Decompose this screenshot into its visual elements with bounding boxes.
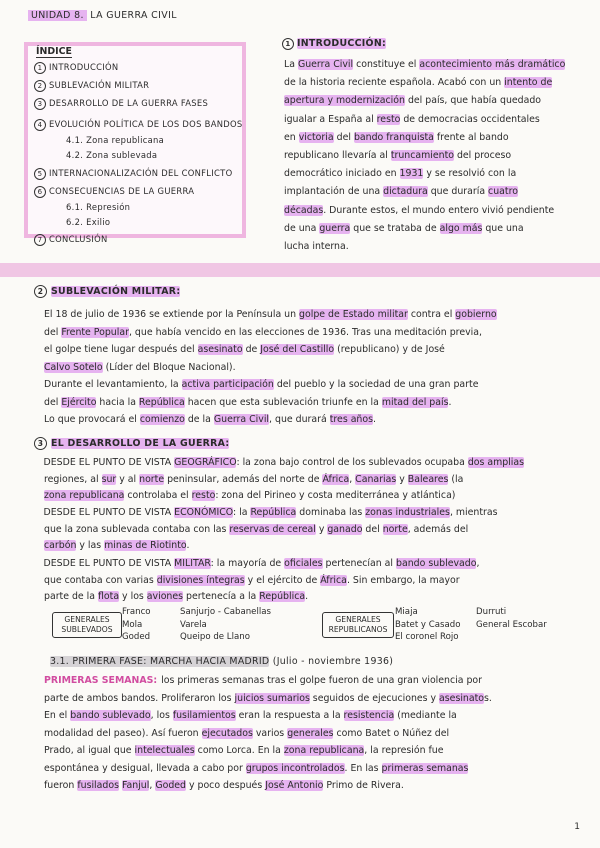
general-name: Miaja bbox=[395, 607, 418, 617]
index-item-label: EVOLUCIÓN POLÍTICA DE LOS DOS BANDOS bbox=[49, 119, 243, 129]
text-line: que la zona sublevada contaba con las reservas de cereal y ganado del norte, además del bbox=[44, 523, 469, 535]
text-line: parte de la flota y los aviones pertenecía a la República. bbox=[44, 591, 309, 602]
text-line: La Guerra Civil constituye el acontecimiento más dramático bbox=[284, 59, 566, 70]
text-line: de una guerra que se trataba de algo más que una bbox=[284, 222, 524, 234]
index-item bbox=[34, 234, 108, 246]
text-line: décadas. Durante estos, el mundo entero vivió pendiente bbox=[284, 204, 555, 216]
text-line: fueron fusilados Fanjul, Goded y poco después José Antonio Primo de Rivera. bbox=[44, 780, 404, 791]
text-line: de la historia reciente española. Acabó con un intento de bbox=[284, 77, 553, 89]
text-line: del Ejército hacia la República hacen que esta sublevación triunfe en la mitad del país. bbox=[44, 396, 452, 408]
index-item-number: 3 bbox=[34, 98, 46, 110]
page-number: 1 bbox=[574, 822, 580, 832]
generals-republicanos-label: GENERALES REPUBLICANOS bbox=[322, 612, 394, 638]
index-item bbox=[34, 62, 118, 74]
bullet-geographic bbox=[44, 455, 589, 505]
text-line: carbón y las minas de Riotinto. bbox=[44, 540, 190, 551]
index-item-label: 6.2. Exilio bbox=[66, 217, 111, 227]
primeras-semanas-label: PRIMERAS SEMANAS: bbox=[44, 675, 158, 686]
text-line: zona republicana controlaba el resto: zona del Pirineo y costa mediterránea y atlántica) bbox=[44, 490, 456, 501]
section2-title-text: SUBLEVACIÓN MILITAR: bbox=[51, 286, 181, 297]
index-item-number: 2 bbox=[34, 80, 46, 92]
subsection-3-1-title: 3.1. PRIMERA FASE: MARCHA HACIA MADRID bbox=[50, 656, 270, 667]
intro-body bbox=[284, 56, 584, 256]
index-item-number: 6 bbox=[34, 186, 46, 198]
index-item-number: 5 bbox=[34, 168, 46, 180]
index-item-number: 7 bbox=[34, 234, 46, 246]
text-line: regiones, al sur y al norte peninsular, además del norte de África, Canarias y Baleares (la bbox=[44, 473, 464, 485]
bullet-military bbox=[44, 556, 589, 606]
index-item bbox=[66, 202, 130, 212]
text-line: que contaba con varias divisiones íntegras y el ejército de África. Sin embargo, la mayor bbox=[44, 574, 460, 586]
text-line: del Frente Popular, que había vencido en las elecciones de 1936. Tras una meditación previa, bbox=[44, 326, 482, 338]
unit-title: LA GUERRA CIVIL bbox=[90, 10, 177, 21]
general-name: Batet y Casado bbox=[395, 619, 461, 630]
text-line: apertura y modernización del país, que había quedado bbox=[284, 95, 542, 107]
text-line: en victoria del bando franquista frente al bando bbox=[284, 131, 509, 143]
index-item-label: SUBLEVACIÓN MILITAR bbox=[49, 80, 150, 90]
section-number: 2 bbox=[34, 285, 47, 298]
unit-header bbox=[28, 10, 177, 21]
index-item-label: 4.2. Zona sublevada bbox=[66, 150, 158, 160]
general-name: Mola bbox=[122, 619, 143, 630]
text-line: Calvo Sotelo (Líder del Bloque Nacional). bbox=[44, 361, 236, 373]
index-item bbox=[66, 135, 164, 145]
subsection-3-1-dates: (Julio - noviembre 1936) bbox=[272, 656, 394, 667]
index-item bbox=[34, 80, 149, 92]
text-line: modalidad del paseo). Así fueron ejecutados varios generales como Batet o Núñez del bbox=[44, 727, 450, 739]
index-item-label: 4.1. Zona republicana bbox=[66, 135, 165, 145]
section-number: 3 bbox=[34, 437, 47, 450]
general-name: Goded bbox=[122, 632, 151, 642]
intro-title bbox=[282, 38, 386, 50]
index-item-label: CONSECUENCIAS DE LA GUERRA bbox=[49, 186, 195, 196]
section3-title-text: EL DESARROLLO DE LA GUERRA: bbox=[51, 438, 230, 449]
general-name: Franco bbox=[122, 607, 151, 617]
text-line: igualar a España al resto de democracias occidentales bbox=[284, 113, 540, 125]
text-line: En el bando sublevado, los fusilamientos eran la respuesta a la resistencia (mediante la bbox=[44, 710, 457, 721]
general-name: El coronel Rojo bbox=[395, 632, 459, 642]
text-line: • DESDE EL PUNTO DE VISTA GEOGRÁFICO: la zona bajo control de los sublevados ocupaba dos amplias bbox=[44, 455, 589, 472]
intro-title-text: INTRODUCCIÓN: bbox=[297, 38, 387, 49]
text-line: el golpe tiene lugar después del asesinato de José del Castillo (republicano) y de José bbox=[44, 344, 445, 355]
index-item bbox=[66, 217, 110, 227]
general-name: Queipo de Llano bbox=[180, 632, 250, 642]
subsection-3-1 bbox=[50, 656, 393, 667]
index-item bbox=[66, 150, 157, 160]
index-item-number: 4 bbox=[34, 119, 46, 131]
text-line: espontánea y desigual, llevada a cabo por grupos incontrolados. En las primeras semanas bbox=[44, 762, 469, 774]
general-name: Sanjurjo - Cabanellas bbox=[180, 607, 271, 617]
bullet-economic bbox=[44, 505, 589, 555]
section2-title bbox=[34, 285, 180, 298]
text-line bbox=[44, 672, 584, 690]
index-box bbox=[24, 42, 246, 244]
general-name: General Escobar bbox=[476, 619, 547, 630]
primeras-semanas-body bbox=[44, 672, 584, 795]
generals-sublevados-col2 bbox=[180, 606, 271, 644]
index-item bbox=[34, 186, 194, 198]
index-item-label: CONCLUSIÓN bbox=[49, 234, 108, 244]
generals-sublevados-col1 bbox=[122, 606, 151, 644]
section-number: 1 bbox=[282, 38, 294, 50]
generals-republicanos-col1 bbox=[395, 606, 460, 644]
index-item bbox=[34, 119, 243, 131]
general-name: Durruti bbox=[476, 607, 507, 617]
text-line: lucha interna. bbox=[284, 241, 349, 253]
text-line: Lo que provocará el comienzo de la Guerra Civil, que durará tres años. bbox=[44, 414, 376, 425]
index-item-label: DESARROLLO DE LA GUERRA FASES bbox=[49, 98, 209, 108]
text-line: Durante el levantamiento, la activa participación del pueblo y la sociedad de una gran parte bbox=[44, 379, 479, 390]
generals-sublevados-label: GENERALES SUBLEVADOS bbox=[52, 612, 122, 638]
index-item-label: 6.1. Represión bbox=[66, 202, 131, 212]
text-line: Prado, al igual que intelectuales como Lorca. En la zona republicana, la represión fue bbox=[44, 745, 444, 756]
text-line: El 18 de julio de 1936 se extiende por la Península un golpe de Estado militar contra el gobierno bbox=[44, 309, 497, 320]
general-name: Varela bbox=[180, 619, 207, 630]
text-line: republicano llevaría al truncamiento del proceso bbox=[284, 150, 512, 162]
index-item-label: INTERNACIONALIZACIÓN DEL CONFLICTO bbox=[49, 168, 233, 178]
text-line: democrático iniciado en 1931 y se resolvió con la bbox=[284, 168, 517, 180]
text-line-rest: los primeras semanas tras el golpe fueron de una gran violencia por bbox=[161, 675, 483, 686]
generals-republicanos-col2 bbox=[476, 606, 547, 631]
section-divider bbox=[0, 263, 600, 277]
index-title: ÍNDICE bbox=[36, 46, 72, 57]
index-item-label: INTRODUCCIÓN bbox=[49, 62, 119, 72]
text-line: parte de ambos bandos. Proliferaron los juicios sumarios seguidos de ejecuciones y asesinatos. bbox=[44, 692, 492, 704]
text-line: implantación de una dictadura que duraría cuatro bbox=[284, 186, 518, 198]
section3-title bbox=[34, 437, 229, 450]
index-item bbox=[34, 168, 233, 180]
text-line: • DESDE EL PUNTO DE VISTA MILITAR: la mayoría de oficiales pertenecían al bando sublevado, bbox=[44, 556, 589, 573]
text-line: • DESDE EL PUNTO DE VISTA ECONÓMICO: la República dominaba las zonas industriales, mientras bbox=[44, 505, 589, 522]
unit-label: UNIDAD 8. bbox=[28, 10, 87, 21]
index-item bbox=[34, 98, 208, 110]
index-item-number: 1 bbox=[34, 62, 46, 74]
section2-body bbox=[44, 306, 584, 429]
